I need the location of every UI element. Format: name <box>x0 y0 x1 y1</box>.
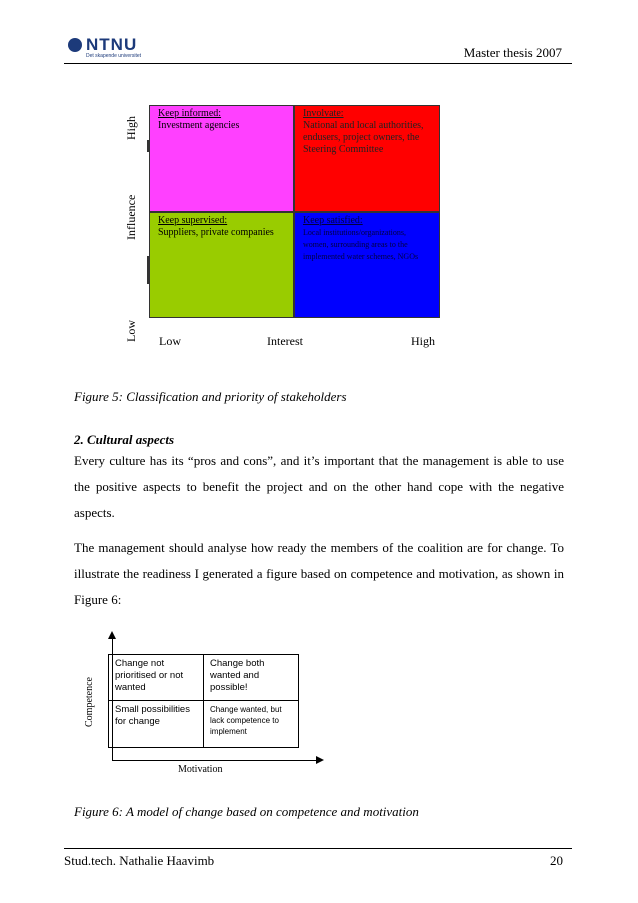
figure5-caption: Figure 5: Classification and priority of stakeholders <box>74 389 347 404</box>
x-axis-high-label: High <box>411 334 435 348</box>
competence-axis-label: Competence <box>84 677 95 727</box>
quadrant-body: Suppliers, private companies <box>158 227 274 238</box>
cell-change-wanted-possible: Change both wanted and possible! <box>203 654 299 701</box>
motivation-axis-label: Motivation <box>178 764 223 775</box>
footer-divider <box>64 848 572 849</box>
paragraph-1: Every culture has its “pros and cons”, and it’s important that the management is able to use the positive aspects to benefit the project and on the other hand cope with the negative aspects. <box>74 453 564 520</box>
x-axis-label: Interest <box>267 334 303 348</box>
footer-author: Stud.tech. Nathalie Haavimb <box>64 853 215 868</box>
ntnu-logo-icon <box>68 38 82 52</box>
y-axis-label: Influence <box>124 194 138 240</box>
x-axis-line <box>112 760 318 761</box>
quadrant-title: Involvate: <box>303 108 344 119</box>
x-axis-low-label: Low <box>159 334 181 348</box>
quadrant-body: National and local authorities, endusers, project owners, the Steering Committee <box>303 120 424 155</box>
quadrant-keep-informed <box>149 105 294 212</box>
y-axis-low-label: Low <box>124 320 138 342</box>
header-divider <box>64 63 572 64</box>
document-title: Master thesis 2007 <box>463 45 562 60</box>
cell-lack-competence: Change wanted, but lack competence to implement <box>203 700 299 748</box>
figure6-caption: Figure 6: A model of change based on competence and motivation <box>74 804 419 819</box>
quadrant-keep-satisfied <box>294 212 440 318</box>
x-axis-arrow-icon <box>316 756 324 764</box>
quadrant-keep-supervised <box>149 212 294 318</box>
page-number: 20 <box>550 853 563 868</box>
quadrant-body: Investment agencies <box>158 120 240 131</box>
cell-change-not-prioritised: Change not prioritised or not wanted <box>108 654 204 701</box>
section-heading: 2. Cultural aspects <box>74 432 175 447</box>
y-axis-high-label: High <box>124 116 138 140</box>
logo-subtitle: Det skapende universitet <box>86 53 142 59</box>
logo-text: NTNU <box>86 35 138 54</box>
paragraph-2: The management should analyse how ready the members of the coalition are for change. To illustrate the readiness I generated a figure based on competence and motivation, as shown in Figure 6: <box>74 540 564 607</box>
quadrant-body: Local institutions/organizations, women, surrounding areas to the implemented water schemes, NGOs <box>303 228 419 261</box>
ntnu-logo <box>68 36 160 60</box>
quadrant-title: Keep informed: <box>158 108 222 119</box>
cell-small-possibilities: Small possibilities for change <box>108 700 204 748</box>
quadrant-title: Keep satisfied: <box>303 215 363 226</box>
quadrant-involvate <box>294 105 440 212</box>
quadrant-title: Keep supervised: <box>158 215 228 226</box>
